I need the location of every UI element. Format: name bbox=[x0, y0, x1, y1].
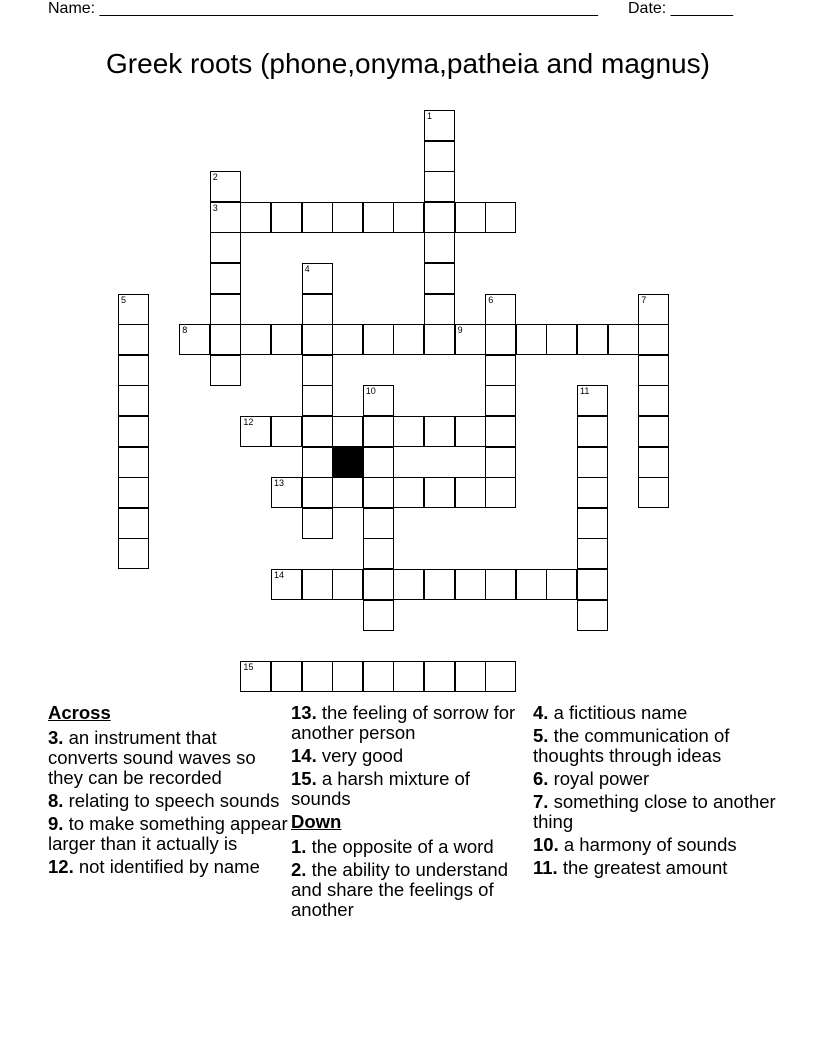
grid-cell[interactable] bbox=[638, 385, 669, 416]
grid-cell[interactable] bbox=[455, 477, 486, 508]
clue-column-2 bbox=[291, 703, 526, 923]
grid-cell[interactable] bbox=[393, 477, 424, 508]
grid-cell[interactable] bbox=[455, 416, 486, 447]
clue-number: 6 bbox=[488, 294, 494, 305]
grid-cell[interactable] bbox=[455, 324, 486, 355]
grid-cell[interactable] bbox=[118, 294, 149, 325]
grid-cell[interactable] bbox=[424, 416, 455, 447]
grid-cell[interactable] bbox=[118, 324, 149, 355]
grid-cell[interactable] bbox=[118, 477, 149, 508]
down-heading: Down bbox=[291, 811, 342, 832]
grid-cell[interactable] bbox=[485, 355, 516, 386]
grid-cell[interactable] bbox=[424, 202, 455, 233]
grid-cell[interactable] bbox=[210, 355, 241, 386]
clue-number: 12 bbox=[243, 417, 254, 427]
grid-cell[interactable] bbox=[332, 416, 363, 447]
clue-number: 5 bbox=[121, 294, 127, 305]
grid-cell[interactable] bbox=[393, 569, 424, 600]
grid-cell[interactable] bbox=[363, 569, 394, 600]
clue-down-4: 4. a fictitious name bbox=[533, 702, 688, 723]
grid-cell[interactable] bbox=[363, 600, 394, 631]
grid-cell[interactable] bbox=[455, 569, 486, 600]
black-square bbox=[332, 447, 363, 478]
grid-cell[interactable] bbox=[240, 416, 271, 447]
grid-cell[interactable] bbox=[485, 447, 516, 478]
grid-cell[interactable] bbox=[393, 324, 424, 355]
grid-cell[interactable] bbox=[424, 477, 455, 508]
grid-cell[interactable] bbox=[638, 355, 669, 386]
clue-across-13: 13. the feeling of sorrow for another person bbox=[291, 702, 516, 743]
clue-column-1 bbox=[48, 703, 288, 880]
grid-cell[interactable] bbox=[546, 324, 577, 355]
grid-cell[interactable] bbox=[577, 538, 608, 569]
grid-cell[interactable] bbox=[332, 324, 363, 355]
clue-down-1: 1. the opposite of a word bbox=[291, 836, 494, 857]
grid-cell[interactable] bbox=[577, 508, 608, 539]
grid-cell[interactable] bbox=[302, 355, 333, 386]
clue-down-2: 2. the ability to understand and share the feelings of another bbox=[291, 859, 509, 920]
grid-cell[interactable] bbox=[302, 477, 333, 508]
clue-across-15: 15. a harsh mixture of sounds bbox=[291, 768, 470, 809]
grid-cell[interactable] bbox=[638, 294, 669, 325]
grid-cell[interactable] bbox=[271, 477, 302, 508]
grid-cell[interactable] bbox=[210, 232, 241, 263]
grid-cell[interactable] bbox=[302, 661, 333, 692]
grid-cell[interactable] bbox=[271, 416, 302, 447]
clue-down-11: 11. the greatest amount bbox=[533, 857, 728, 878]
grid-cell[interactable] bbox=[424, 263, 455, 294]
clue-number: 9 bbox=[457, 325, 463, 336]
grid-cell[interactable] bbox=[455, 202, 486, 233]
grid-cell[interactable] bbox=[363, 477, 394, 508]
grid-cell[interactable] bbox=[424, 171, 455, 202]
grid-cell[interactable] bbox=[271, 324, 302, 355]
grid-cell[interactable] bbox=[179, 324, 210, 355]
grid-cell[interactable] bbox=[210, 171, 241, 202]
grid-cell[interactable] bbox=[638, 324, 669, 355]
clue-number: 11 bbox=[580, 386, 590, 397]
grid-cell[interactable] bbox=[608, 324, 639, 355]
grid-cell[interactable] bbox=[577, 477, 608, 508]
date-field[interactable]: Date: _______ bbox=[628, 0, 733, 17]
clue-number: 13 bbox=[274, 478, 285, 489]
grid-cell[interactable] bbox=[332, 202, 363, 233]
clue-number: 2 bbox=[212, 172, 218, 183]
clue-down-6: 6. royal power bbox=[533, 768, 650, 789]
grid-cell[interactable] bbox=[302, 508, 333, 539]
grid-cell[interactable] bbox=[302, 324, 333, 355]
grid-cell[interactable] bbox=[240, 661, 271, 692]
grid-cell[interactable] bbox=[485, 202, 516, 233]
grid-cell[interactable] bbox=[577, 600, 608, 631]
grid-cell[interactable] bbox=[424, 569, 455, 600]
grid-cell[interactable] bbox=[485, 477, 516, 508]
clue-down-10: 10. a harmony of sounds bbox=[533, 834, 737, 855]
grid-cell[interactable] bbox=[302, 569, 333, 600]
name-field[interactable]: Name: ________________________________________________________ bbox=[48, 0, 598, 17]
grid-cell[interactable] bbox=[393, 416, 424, 447]
grid-cell[interactable] bbox=[118, 538, 149, 569]
grid-cell[interactable] bbox=[302, 416, 333, 447]
grid-cell[interactable] bbox=[577, 324, 608, 355]
grid-cell[interactable] bbox=[302, 202, 333, 233]
grid-cell[interactable] bbox=[271, 202, 302, 233]
grid-cell[interactable] bbox=[485, 385, 516, 416]
grid-cell[interactable] bbox=[485, 324, 516, 355]
grid-cell[interactable] bbox=[516, 324, 547, 355]
grid-cell[interactable] bbox=[240, 202, 271, 233]
grid-cell[interactable] bbox=[118, 355, 149, 386]
grid-cell[interactable] bbox=[302, 263, 333, 294]
clue-across-12: 12. not identified by name bbox=[48, 856, 260, 877]
grid-cell[interactable] bbox=[210, 263, 241, 294]
grid-cell[interactable] bbox=[363, 416, 394, 447]
grid-cell[interactable] bbox=[485, 416, 516, 447]
grid-cell[interactable] bbox=[455, 661, 486, 692]
clue-number: 7 bbox=[641, 294, 647, 305]
grid-cell[interactable] bbox=[577, 447, 608, 478]
grid-cell[interactable] bbox=[302, 447, 333, 478]
clue-number: 1 bbox=[427, 111, 433, 121]
grid-cell[interactable] bbox=[516, 569, 547, 600]
grid-cell[interactable] bbox=[363, 661, 394, 692]
grid-cell[interactable] bbox=[302, 294, 333, 325]
grid-cell[interactable] bbox=[302, 385, 333, 416]
grid-cell[interactable] bbox=[271, 569, 302, 600]
grid-cell[interactable] bbox=[332, 569, 363, 600]
grid-cell[interactable] bbox=[546, 569, 577, 600]
grid-cell[interactable] bbox=[363, 447, 394, 478]
grid-cell[interactable] bbox=[424, 232, 455, 263]
grid-cell[interactable] bbox=[363, 385, 394, 416]
clue-down-5: 5. the communication of thoughts through ideas bbox=[533, 725, 730, 766]
grid-cell[interactable] bbox=[363, 508, 394, 539]
grid-cell[interactable] bbox=[118, 508, 149, 539]
clue-number: 10 bbox=[365, 386, 376, 397]
grid-cell[interactable] bbox=[210, 294, 241, 325]
grid-cell[interactable] bbox=[424, 661, 455, 692]
clue-across-8: 8. relating to speech sounds bbox=[48, 790, 280, 811]
grid-cell[interactable] bbox=[363, 538, 394, 569]
grid-cell[interactable] bbox=[393, 202, 424, 233]
grid-cell[interactable] bbox=[577, 385, 608, 416]
grid-cell[interactable] bbox=[424, 141, 455, 172]
grid-cell[interactable] bbox=[424, 324, 455, 355]
clue-number: 8 bbox=[182, 325, 188, 336]
grid-cell[interactable] bbox=[332, 661, 363, 692]
grid-cell[interactable] bbox=[240, 324, 271, 355]
clue-column-3 bbox=[533, 703, 793, 881]
clue-number: 14 bbox=[274, 570, 285, 580]
clue-number: 3 bbox=[212, 202, 218, 213]
clue-number: 15 bbox=[243, 661, 254, 672]
grid-cell[interactable] bbox=[332, 477, 363, 508]
clue-across-14: 14. very good bbox=[291, 745, 404, 766]
clue-across-9: 9. to make something appear larger than it actually is bbox=[48, 813, 288, 854]
grid-cell[interactable] bbox=[210, 324, 241, 355]
grid-cell[interactable] bbox=[118, 447, 149, 478]
grid-cell[interactable] bbox=[363, 324, 394, 355]
grid-cell[interactable] bbox=[638, 477, 669, 508]
grid-cell[interactable] bbox=[424, 110, 455, 141]
across-heading: Across bbox=[48, 702, 111, 723]
grid-cell[interactable] bbox=[210, 202, 241, 233]
grid-cell[interactable] bbox=[118, 416, 149, 447]
grid-cell[interactable] bbox=[485, 294, 516, 325]
grid-cell[interactable] bbox=[638, 447, 669, 478]
clue-number: 4 bbox=[304, 264, 310, 274]
clue-down-7: 7. something close to another thing bbox=[533, 791, 776, 832]
grid-cell[interactable] bbox=[577, 569, 608, 600]
grid-cell[interactable] bbox=[485, 569, 516, 600]
grid-cell[interactable] bbox=[393, 661, 424, 692]
clue-across-3: 3. an instrument that converts sound waves so they can be recorded bbox=[48, 727, 256, 788]
grid-cell[interactable] bbox=[363, 202, 394, 233]
grid-cell[interactable] bbox=[424, 294, 455, 325]
grid-cell[interactable] bbox=[485, 661, 516, 692]
grid-cell[interactable] bbox=[638, 416, 669, 447]
grid-cell[interactable] bbox=[118, 385, 149, 416]
grid-cell[interactable] bbox=[271, 661, 302, 692]
grid-cell[interactable] bbox=[577, 416, 608, 447]
page-title: Greek roots (phone,onyma,patheia and magnus) bbox=[106, 48, 710, 79]
